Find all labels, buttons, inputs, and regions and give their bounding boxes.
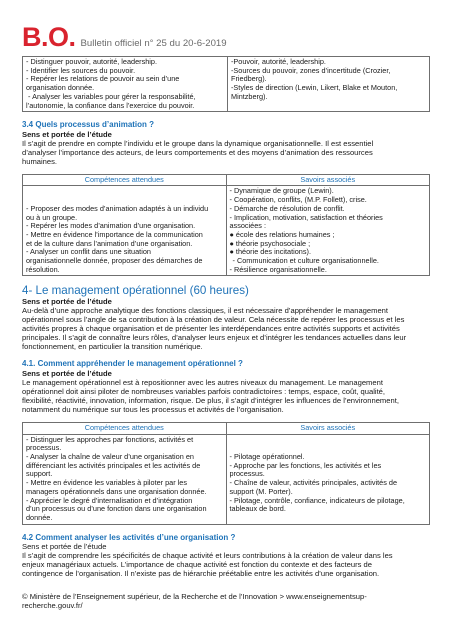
section-title-3-4: 3.4 Quels processus d’animation ? — [22, 120, 155, 130]
cell-spacer — [26, 187, 223, 196]
section-title-4-1: 4.1. Comment appréhender le management opérationnel ? — [22, 359, 243, 369]
paragraph-line: enjeux managériaux actuels. L’importance de chaque activité est fonction du contexte et des facteurs de — [22, 560, 372, 570]
paragraph-line: fonctionnement, en particulier la transition numérique. — [22, 342, 203, 352]
table-line: - Communication et culture organisationnelle. — [232, 256, 379, 266]
section-label: Sens et portée de l’étude — [22, 542, 107, 552]
table-line: - Résilience organisationnelle. — [229, 264, 327, 274]
table-line: - Implication, motivation, satisfaction et théories — [229, 212, 383, 222]
cell-spacer — [230, 436, 427, 445]
table-line: - Dynamique de groupe (Lewin). — [229, 186, 334, 196]
table-line: - Démarche de résolution de conflit. — [229, 203, 345, 213]
section-label: Sens et portée de l’étude — [22, 129, 112, 139]
table-line: différenciant les activités principales et les activités de — [26, 460, 201, 470]
table-row — [23, 186, 430, 276]
section-paragraph — [22, 139, 430, 166]
table-line: organisationnelle donnée, proposer des démarches de — [26, 256, 203, 266]
table-line: - Analyser la chaîne de valeur d’une organisation en — [26, 452, 194, 462]
competences-cell — [23, 57, 228, 112]
table-line: donnée. — [26, 512, 53, 522]
table-line: tableaux de bord. — [229, 504, 286, 514]
table-line: - Distinguer les approches par fonctions, activités et — [26, 434, 194, 444]
paragraph-line: flexibilité, réactivité, innovation, information, risque. De plus, il s’agit d’intégrer les influences de l’environnement, — [22, 395, 399, 405]
table-line: ou à un groupe. — [26, 212, 78, 222]
section-title-4: 4- Le management opérationnel (60 heures) — [22, 284, 249, 298]
table-line: résolution. — [26, 264, 60, 274]
table-row — [23, 434, 430, 524]
section-paragraph — [22, 306, 430, 351]
paragraph-line: Il s’agit de comprendre les spécificités de chaque activité et leurs contributions à la création de valeur dans les — [22, 551, 393, 561]
table-line: - Mettre en évidence les variables à piloter par les — [26, 478, 188, 488]
footer-line: © Ministère de l’Enseignement supérieur, de la Recherche et de l’Innovation > www.enseignementsup- — [22, 592, 367, 601]
savoirs-cell — [226, 434, 430, 524]
skills-table-operationnel — [22, 422, 430, 525]
paragraph-line: principales. Il s’agit de connaître leurs rôles, d’analyser leurs enjeux et d’intégrer les tendances actuelles dans leur — [22, 333, 407, 343]
page-header — [22, 22, 227, 52]
table-line: -Styles de direction (Lewin, Likert, Blake et Mouton, — [231, 83, 398, 93]
table-line: - Identifier les sources du pouvoir. — [26, 65, 136, 75]
table-line: processus. — [229, 469, 265, 479]
paragraph-line: opérationnel sous l’angle de sa contribution à la création de valeur. Cela nécessite de repérer les processus et les — [22, 315, 405, 325]
paragraph-line: Il s’agit de prendre en compte l’individu et le groupe dans la dynamique organisationnelle. Il est essentiel — [22, 138, 374, 148]
table-line: Mintzberg). — [231, 91, 268, 101]
table-line: - Repérer les modes d’animation d’une organisation. — [26, 221, 196, 231]
bullet-line: ● théorie des incitations). — [229, 247, 311, 257]
table-line: - Repérer les relations de pouvoir au sein d’une — [26, 74, 180, 84]
bullet-line: ● théorie psychosociale ; — [229, 238, 311, 248]
table-line: - Analyser les variables pour gérer la responsabilité, — [26, 91, 196, 101]
table-row — [23, 57, 430, 112]
table-line: processus. — [26, 443, 62, 453]
table-line: managers opérationnels dans une organisation donnée. — [26, 486, 207, 496]
bullet-line: ● école des relations humaines ; — [229, 229, 335, 239]
paragraph-line: notamment du numérique sur tous les processus et activités de l’organisation. — [22, 404, 284, 414]
paragraph-line: Le management opérationnel est à repositionner avec les autres niveaux du management. Le management — [22, 377, 383, 387]
savoirs-cell — [226, 186, 430, 276]
table-line: -Sources du pouvoir, zones d’incertitude (Crozier, — [231, 65, 391, 75]
page-content — [22, 56, 430, 578]
table-line: - Distinguer pouvoir, autorité, leadership. — [26, 57, 158, 66]
paragraph-line: activités propres à chaque organisation et de présenter les interdépendances entre activités supports et activités — [22, 324, 400, 334]
competences-cell — [23, 186, 227, 276]
savoirs-cell — [228, 57, 430, 112]
table-line: -Pouvoir, autorité, leadership. — [231, 57, 326, 66]
paragraph-line: d’analyser l’importance des acteurs, de leurs comportements et des moyens d’animation des ressources — [22, 147, 373, 157]
section-title-4-2: 4.2 Comment analyser les activités d’une organisation ? — [22, 532, 236, 542]
skills-table-pouvoir — [22, 56, 430, 112]
table-line: support. — [26, 469, 53, 479]
competences-cell — [23, 434, 227, 524]
skills-table-animation — [22, 174, 430, 277]
bo-logo: B.O. — [22, 22, 76, 52]
header-competences: Compétences attendues — [23, 422, 227, 434]
header-competences: Compétences attendues — [23, 174, 227, 186]
table-line: - Pilotage opérationnel. — [229, 452, 305, 462]
table-line: - Analyser un conflit dans une situation — [26, 247, 151, 257]
table-line: organisation donnée. — [26, 83, 95, 93]
table-line: support (M. Porter). — [229, 486, 293, 496]
table-line: - Approche par les fonctions, les activités et les — [229, 460, 382, 470]
section-label: Sens et portée de l’étude — [22, 297, 112, 307]
table-line: - Coopération, conflits, (M.P. Follett), crise. — [229, 195, 367, 205]
table-header-row — [23, 422, 430, 434]
footer-line: recherche.gouv.fr/ — [22, 601, 83, 610]
table-line: - Proposer des modes d’animation adaptés à un individu — [26, 203, 209, 213]
table-line: Friedberg). — [231, 74, 267, 84]
section-paragraph — [22, 378, 430, 414]
paragraph-line: Au-delà d’une approche analytique des fonctions classiques, il est nécessaire d’appréhender le management — [22, 306, 388, 316]
table-line: - Pilotage, contrôle, confiance, indicateurs de pilotage, — [229, 495, 405, 505]
header-savoirs: Savoirs associés — [226, 422, 430, 434]
table-line: - Apprécier le degré d’internalisation et d’intégration — [26, 495, 193, 505]
page-footer — [22, 592, 430, 610]
table-line: d’un processus ou d’une fonction dans une organisation — [26, 504, 207, 514]
paragraph-line: opérationnel doit ainsi piloter de nombreuses variables parfois contradictoires : temps, espace, coût, qualité, — [22, 386, 386, 396]
table-line: - Mettre en évidence l’importance de la communication — [26, 229, 203, 239]
paragraph-line: humaines. — [22, 156, 58, 166]
bulletin-reference: Bulletin officiel n° 25 du 20-6-2019 — [80, 38, 227, 49]
table-line: et de la culture dans l’animation d’une organisation. — [26, 238, 193, 248]
header-savoirs: Savoirs associés — [226, 174, 430, 186]
table-line: l’autonomie, la confiance dans l’exercice du pouvoir. — [26, 100, 195, 110]
table-line: - Chaîne de valeur, activités principales, activités de — [229, 478, 398, 488]
table-line: associées : — [229, 221, 267, 231]
section-label: Sens et portée de l’étude — [22, 368, 112, 378]
paragraph-line: contingence de l’organisation. Il n’existe pas de hiérarchie préétablie entre les activités d’une organisation. — [22, 569, 380, 579]
section-paragraph — [22, 551, 430, 578]
table-header-row — [23, 174, 430, 186]
